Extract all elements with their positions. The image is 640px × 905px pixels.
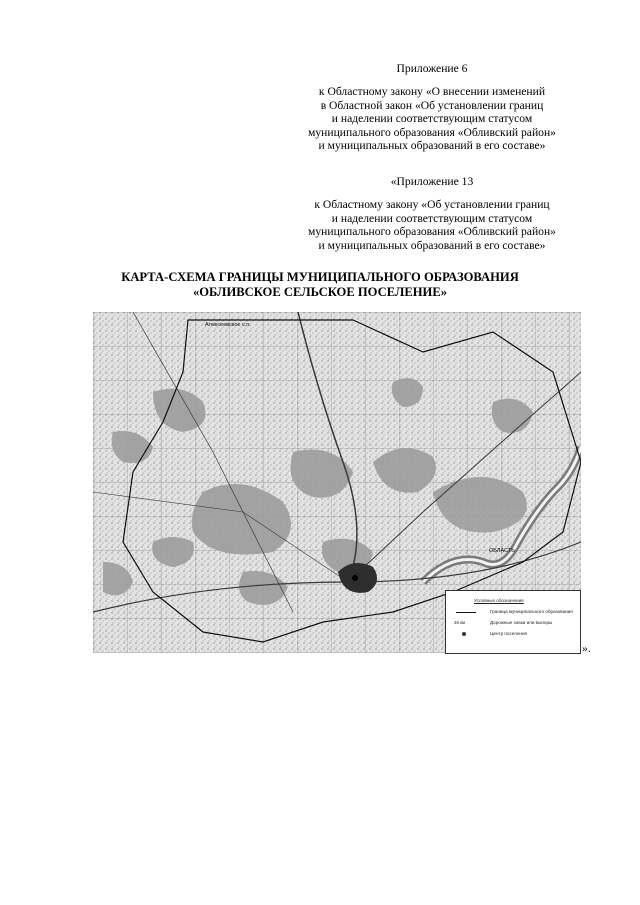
- legend-row-road: [450, 620, 578, 630]
- settlement-center-marker: [352, 575, 358, 581]
- legend-label: Центр поселения: [490, 631, 527, 636]
- annex-6-line: к Областному закону «О внесении изменений: [318, 85, 546, 99]
- map-heading-line-1: КАРТА-СХЕМА ГРАНИЦЫ МУНИЦИПАЛЬНОГО ОБРАЗОВАНИЯ: [121, 270, 519, 284]
- legend-mark: 26 км: [454, 620, 466, 625]
- annex-13-line: муниципального образования «Обливский район»: [308, 225, 556, 239]
- legend-row-center: [450, 631, 578, 641]
- annex-6-line: и муниципальных образований в его составе»: [318, 139, 546, 153]
- settlement-label: Алексеевское с.п.: [205, 322, 251, 328]
- legend-label: Граница муниципального образования: [490, 609, 573, 614]
- annex-6-line: и наделении соответствующим статусом: [331, 112, 533, 126]
- legend-row-boundary: [450, 609, 578, 619]
- legend-label: Дорожные знаки или выноры: [490, 620, 553, 625]
- region-label: ОБЛАСТЬ: [489, 548, 515, 554]
- annex-13-title: «Приложение 13: [390, 175, 474, 188]
- annex-6-title: Приложение 6: [396, 62, 468, 75]
- center-dot-icon: [462, 632, 466, 636]
- legend-title: Условные обозначения: [474, 598, 524, 603]
- closing-quote: ».: [582, 642, 591, 655]
- boundary-line-icon: [456, 612, 476, 613]
- annex-13-block: [282, 175, 582, 252]
- map-legend: [445, 590, 581, 654]
- map-heading: [0, 270, 640, 300]
- annex-13-line: и наделении соответствующим статусом: [331, 211, 533, 225]
- annex-6-block: [282, 62, 582, 152]
- map-heading-line-2: «ОБЛИВСКОЕ СЕЛЬСКОЕ ПОСЕЛЕНИЕ»: [192, 285, 448, 299]
- annex-6-line: муниципального образования «Обливский район»: [308, 125, 556, 139]
- annex-13-line: и муниципальных образований в его составе»: [318, 238, 546, 252]
- annex-6-line: в Областной закон «Об установлении границ: [320, 98, 544, 112]
- annex-13-line: к Областному закону «Об установлении границ: [314, 198, 550, 212]
